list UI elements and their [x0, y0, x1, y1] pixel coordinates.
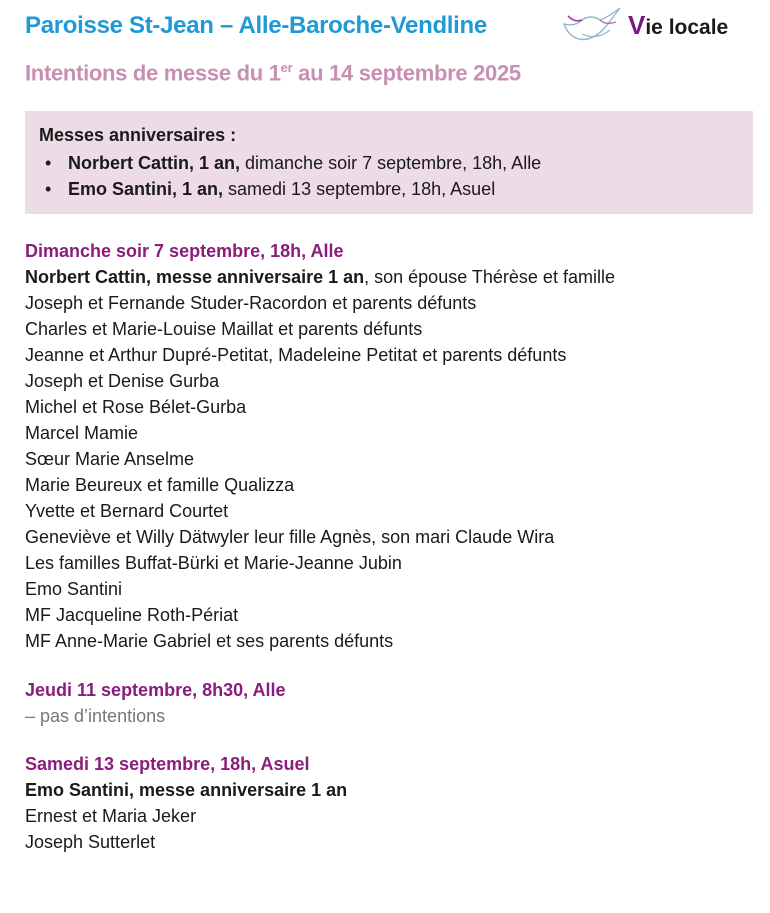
intention-line: MF Anne-Marie Gabriel et ses parents défunts [25, 631, 394, 651]
subtitle-text: Intentions de messe du 1 [25, 60, 281, 86]
parish-title: Paroisse St-Jean – Alle-Baroche-Vendline [25, 12, 487, 39]
anniversary-detail: samedi 13 septembre, 18h, Asuel [223, 179, 496, 199]
anniversary-heading: Messes anniversaires : [39, 125, 237, 145]
intention-line: Les familles Buffat-Bürki et Marie-Jeanne Jubin [25, 553, 402, 573]
intention-line: Michel et Rose Bélet-Gurba [25, 397, 247, 417]
intention-highlight: Emo Santini, messe anniversaire 1 an [25, 780, 348, 800]
subtitle-superscript: er [280, 60, 293, 75]
logo-rest: ie locale [645, 16, 729, 39]
intention-rest: , son épouse Thérèse et famille [364, 267, 615, 287]
section-thursday [25, 677, 285, 729]
intention-line: Jeanne et Arthur Dupré-Petitat, Madeleine Petitat et parents défunts [25, 345, 567, 365]
dove-icon [560, 4, 630, 48]
intention-highlight: Norbert Cattin, messe anniversaire 1 an [25, 267, 365, 287]
logo-initial: V [628, 10, 646, 40]
list-item [25, 176, 541, 202]
intention-line: Sœur Marie Anselme [25, 449, 195, 469]
section-title: Samedi 13 septembre, 18h, Asuel [25, 754, 310, 774]
intention-line: MF Jacqueline Roth-Périat [25, 605, 239, 625]
intention-line: Charles et Marie-Louise Maillat et parents défunts [25, 319, 423, 339]
anniversary-masses-box [25, 111, 753, 214]
intention-line: Marie Beureux et famille Qualizza [25, 475, 295, 495]
intention-line: Geneviève et Willy Dätwyler leur fille Agnès, son mari Claude Wira [25, 527, 555, 547]
intention-line: Joseph et Fernande Studer-Racordon et parents défunts [25, 293, 477, 313]
vie-locale-logo [560, 4, 760, 48]
anniversary-list [25, 150, 541, 202]
section-title: Jeudi 11 septembre, 8h30, Alle [25, 680, 286, 700]
section-saturday [25, 751, 347, 855]
no-intentions-note: – pas d’intentions [25, 706, 166, 726]
logo-text [628, 10, 728, 41]
intention-line [25, 777, 347, 803]
document-subtitle [25, 60, 521, 86]
anniversary-detail: dimanche soir 7 septembre, 18h, Alle [240, 153, 542, 173]
intention-line: Joseph Sutterlet [25, 832, 156, 852]
intention-line: Joseph et Denise Gurba [25, 371, 220, 391]
intention-line: Emo Santini [25, 579, 123, 599]
section-title: Dimanche soir 7 septembre, 18h, Alle [25, 241, 344, 261]
anniversary-name: Emo Santini, 1 an, [68, 179, 224, 199]
subtitle-text-end: au 14 septembre 2025 [292, 60, 521, 86]
intention-line: Ernest et Maria Jeker [25, 806, 197, 826]
intention-line: Yvette et Bernard Courtet [25, 501, 229, 521]
intention-line [25, 264, 615, 290]
list-item [25, 150, 541, 176]
anniversary-name: Norbert Cattin, 1 an, [68, 153, 241, 173]
section-sunday [25, 238, 615, 654]
intention-line: Marcel Mamie [25, 423, 139, 443]
